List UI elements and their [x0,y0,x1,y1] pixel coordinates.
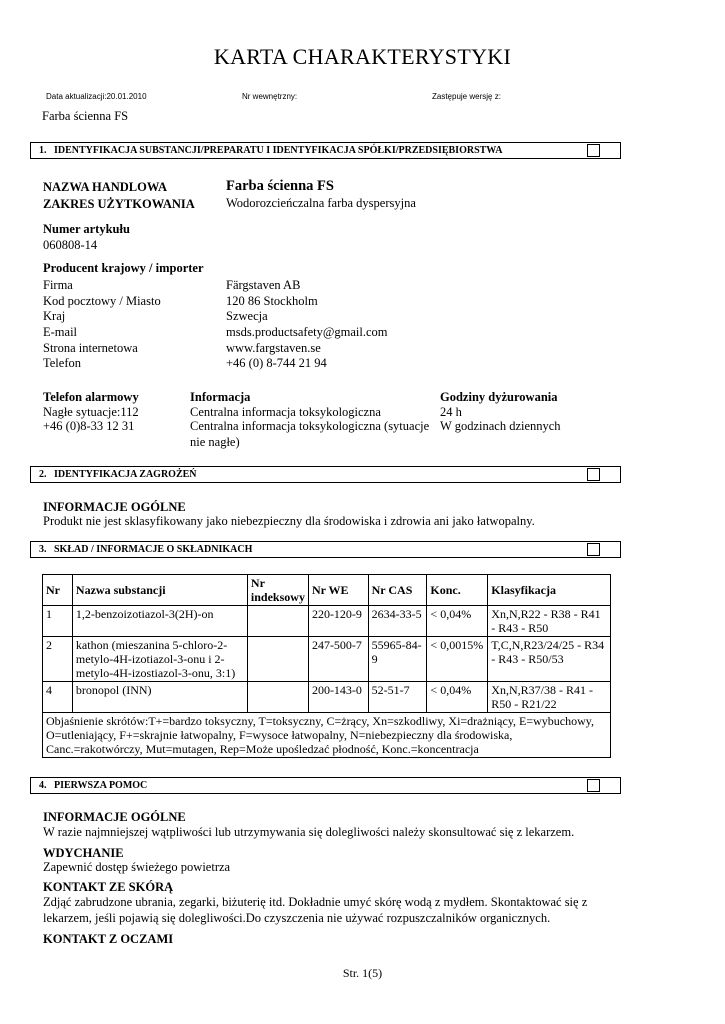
inhalation-heading: WDYCHANIE [43,846,124,860]
section-1-checkbox[interactable] [587,144,600,157]
page-number: Str. 1(5) [342,966,383,980]
cell-name: 1,2-benzoizotiazol-3(2H)-on [72,606,247,637]
cell-class: Xn,N,R37/38 - R41 - R50 - R21/22 [488,682,611,713]
cell-we: 200-143-0 [308,682,368,713]
phone-label: Telefon [43,356,81,370]
cell-nr: 2 [43,637,73,682]
emergency-info-header: Informacja [190,390,251,404]
page-title: KARTA CHARAKTERYSTYKI [213,44,512,69]
first-aid-general-heading: INFORMACJE OGÓLNE [43,810,186,824]
table-legend-row [43,713,611,758]
cell-conc: < 0,04% [427,682,488,713]
col-header-cas: Nr CAS [368,575,427,606]
section-3-bar [30,541,621,558]
hazards-heading: INFORMACJE OGÓLNE [43,500,186,514]
producer-heading: Producent krajowy / importer [43,261,204,275]
trade-name-value: Farba ścienna FS [226,178,334,194]
cell-we: 247-500-7 [308,637,368,682]
section-1-title: 1. IDENTYFIKACJA SUBSTANCJI/PREPARATU I IDENTYFIKACJA SPÓŁKI/PRZEDSIĘBIORSTWA [39,145,503,156]
cell-conc: < 0,0015% [427,637,488,682]
replaces-version: Zastępuje wersję z: [432,92,501,101]
table-row [43,606,611,637]
country-label: Kraj [43,309,66,323]
col-header-nr: Nr [43,575,73,606]
section-4-bar [30,777,621,794]
cell-class: Xn,N,R22 - R38 - R41 - R43 - R50 [488,606,611,637]
emergency-phone-1: Nagłe sytuacje:112 [43,405,139,419]
emergency-info-1: Centralna informacja toksykologiczna [190,405,381,419]
cell-nr: 4 [43,682,73,713]
trade-name-label: NAZWA HANDLOWA [43,180,167,194]
emergency-phone-header: Telefon alarmowy [43,390,139,404]
col-header-class: Klasyfikacja [488,575,611,606]
cell-index [247,637,308,682]
inhalation-text: Zapewnić dostęp świeżego powietrza [43,860,231,874]
emergency-hours-1: 24 h [440,405,462,419]
section-2-title: 2. IDENTYFIKACJA ZAGROŻEŃ [39,469,197,480]
company-label: Firma [43,278,73,292]
first-aid-general-text: W razie najmniejszej wątpliwości lub utrzymywania się dolegliwości należy skonsultować się z lekarzem. [43,825,575,839]
update-date: Data aktualizacji:20.01.2010 [46,92,147,101]
cell-nr: 1 [43,606,73,637]
cell-index [247,606,308,637]
section-3-checkbox[interactable] [587,543,600,556]
article-number-label: Numer artykułu [43,222,130,236]
cell-conc: < 0,04% [427,606,488,637]
col-header-conc: Konc. [427,575,488,606]
section-1-bar [30,142,621,159]
section-4-checkbox[interactable] [587,779,600,792]
skin-contact-heading: KONTAKT ZE SKÓRĄ [43,880,174,894]
abbreviations-legend: Objaśnienie skrótów:T+=bardzo toksyczny, T=toksyczny, C=żrący, Xn=szkodliwy, Xi=drażniący, E=wybuchowy, O=utleniający, F+=skrajnie łatwopalny, F=wysoce łatwopalny, N=niebezpieczny dla środowiska, Canc.=rakotwórczy, Mut=mutagen, Rep=Może upośledzać płodność, Konc.=koncentracja [43,713,611,758]
cell-cas: 2634-33-5 [368,606,427,637]
cell-cas: 52-51-7 [368,682,427,713]
cell-name: kathon (mieszanina 5-chloro-2-metylo-4H-izotiazol-3-onu i 2-metylo-4H-izostiazol-3-onu, 3:1) [72,637,247,682]
section-2-checkbox[interactable] [587,468,600,481]
article-number-value: 060808-14 [43,238,98,252]
postal-value: 120 86 Stockholm [226,294,318,308]
company-value: Färgstaven AB [226,278,301,292]
col-header-we: Nr WE [308,575,368,606]
section-3-title: 3. SKŁAD / INFORMACJE O SKŁADNIKACH [39,544,253,555]
section-4-title: 4. PIERWSZA POMOC [39,780,148,791]
emergency-phone-2: +46 (0)8-33 12 31 [43,419,135,433]
emergency-hours-header: Godziny dyżurowania [440,390,558,404]
col-header-name: Nazwa substancji [72,575,247,606]
hazards-text: Produkt nie jest sklasyfikowany jako niebezpieczny dla środowiska i zdrowia ani jako łatwopalny. [43,514,535,528]
use-value: Wodorozcieńczalna farba dyspersyjna [226,196,416,210]
website-value[interactable]: www.fargstaven.se [226,341,321,355]
col-header-index: Nr indeksowy [247,575,308,606]
product-name-header: Farba ścienna FS [42,109,129,123]
cell-name: bronopol (INN) [72,682,247,713]
cell-index [247,682,308,713]
internal-number: Nr wewnętrzny: [242,92,298,101]
section-2-bar [30,466,621,483]
composition-table [42,574,611,758]
emergency-hours-2: W godzinach dziennych [440,419,561,433]
table-row [43,682,611,713]
cell-cas: 55965-84-9 [368,637,427,682]
skin-contact-text: Zdjąć zabrudzone ubrania, zegarki, biżuterię itd. Dokładnie umyć skórę wodą z mydłem. Skontaktować się z lekarzem, jeśli pojawią się dolegliwości.Do czyszczenia nie używać rozpuszczalników organicznych. [43,895,588,925]
table-row [43,637,611,682]
cell-we: 220-120-9 [308,606,368,637]
postal-label: Kod pocztowy / Miasto [43,294,161,308]
cell-class: T,C,N,R23/24/25 - R34 - R43 - R50/53 [488,637,611,682]
table-header-row [43,575,611,606]
email-label: E-mail [43,325,78,339]
country-value: Szwecja [226,309,268,323]
email-value[interactable]: msds.productsafety@gmail.com [226,325,388,339]
website-label: Strona internetowa [43,341,138,355]
phone-value: +46 (0) 8-744 21 94 [226,356,327,370]
use-label: ZAKRES UŻYTKOWANIA [43,197,195,211]
emergency-info-2: Centralna informacja toksykologiczna (sytuacje nie nagłe) [190,419,430,449]
eye-contact-heading: KONTAKT Z OCZAMI [43,932,174,946]
